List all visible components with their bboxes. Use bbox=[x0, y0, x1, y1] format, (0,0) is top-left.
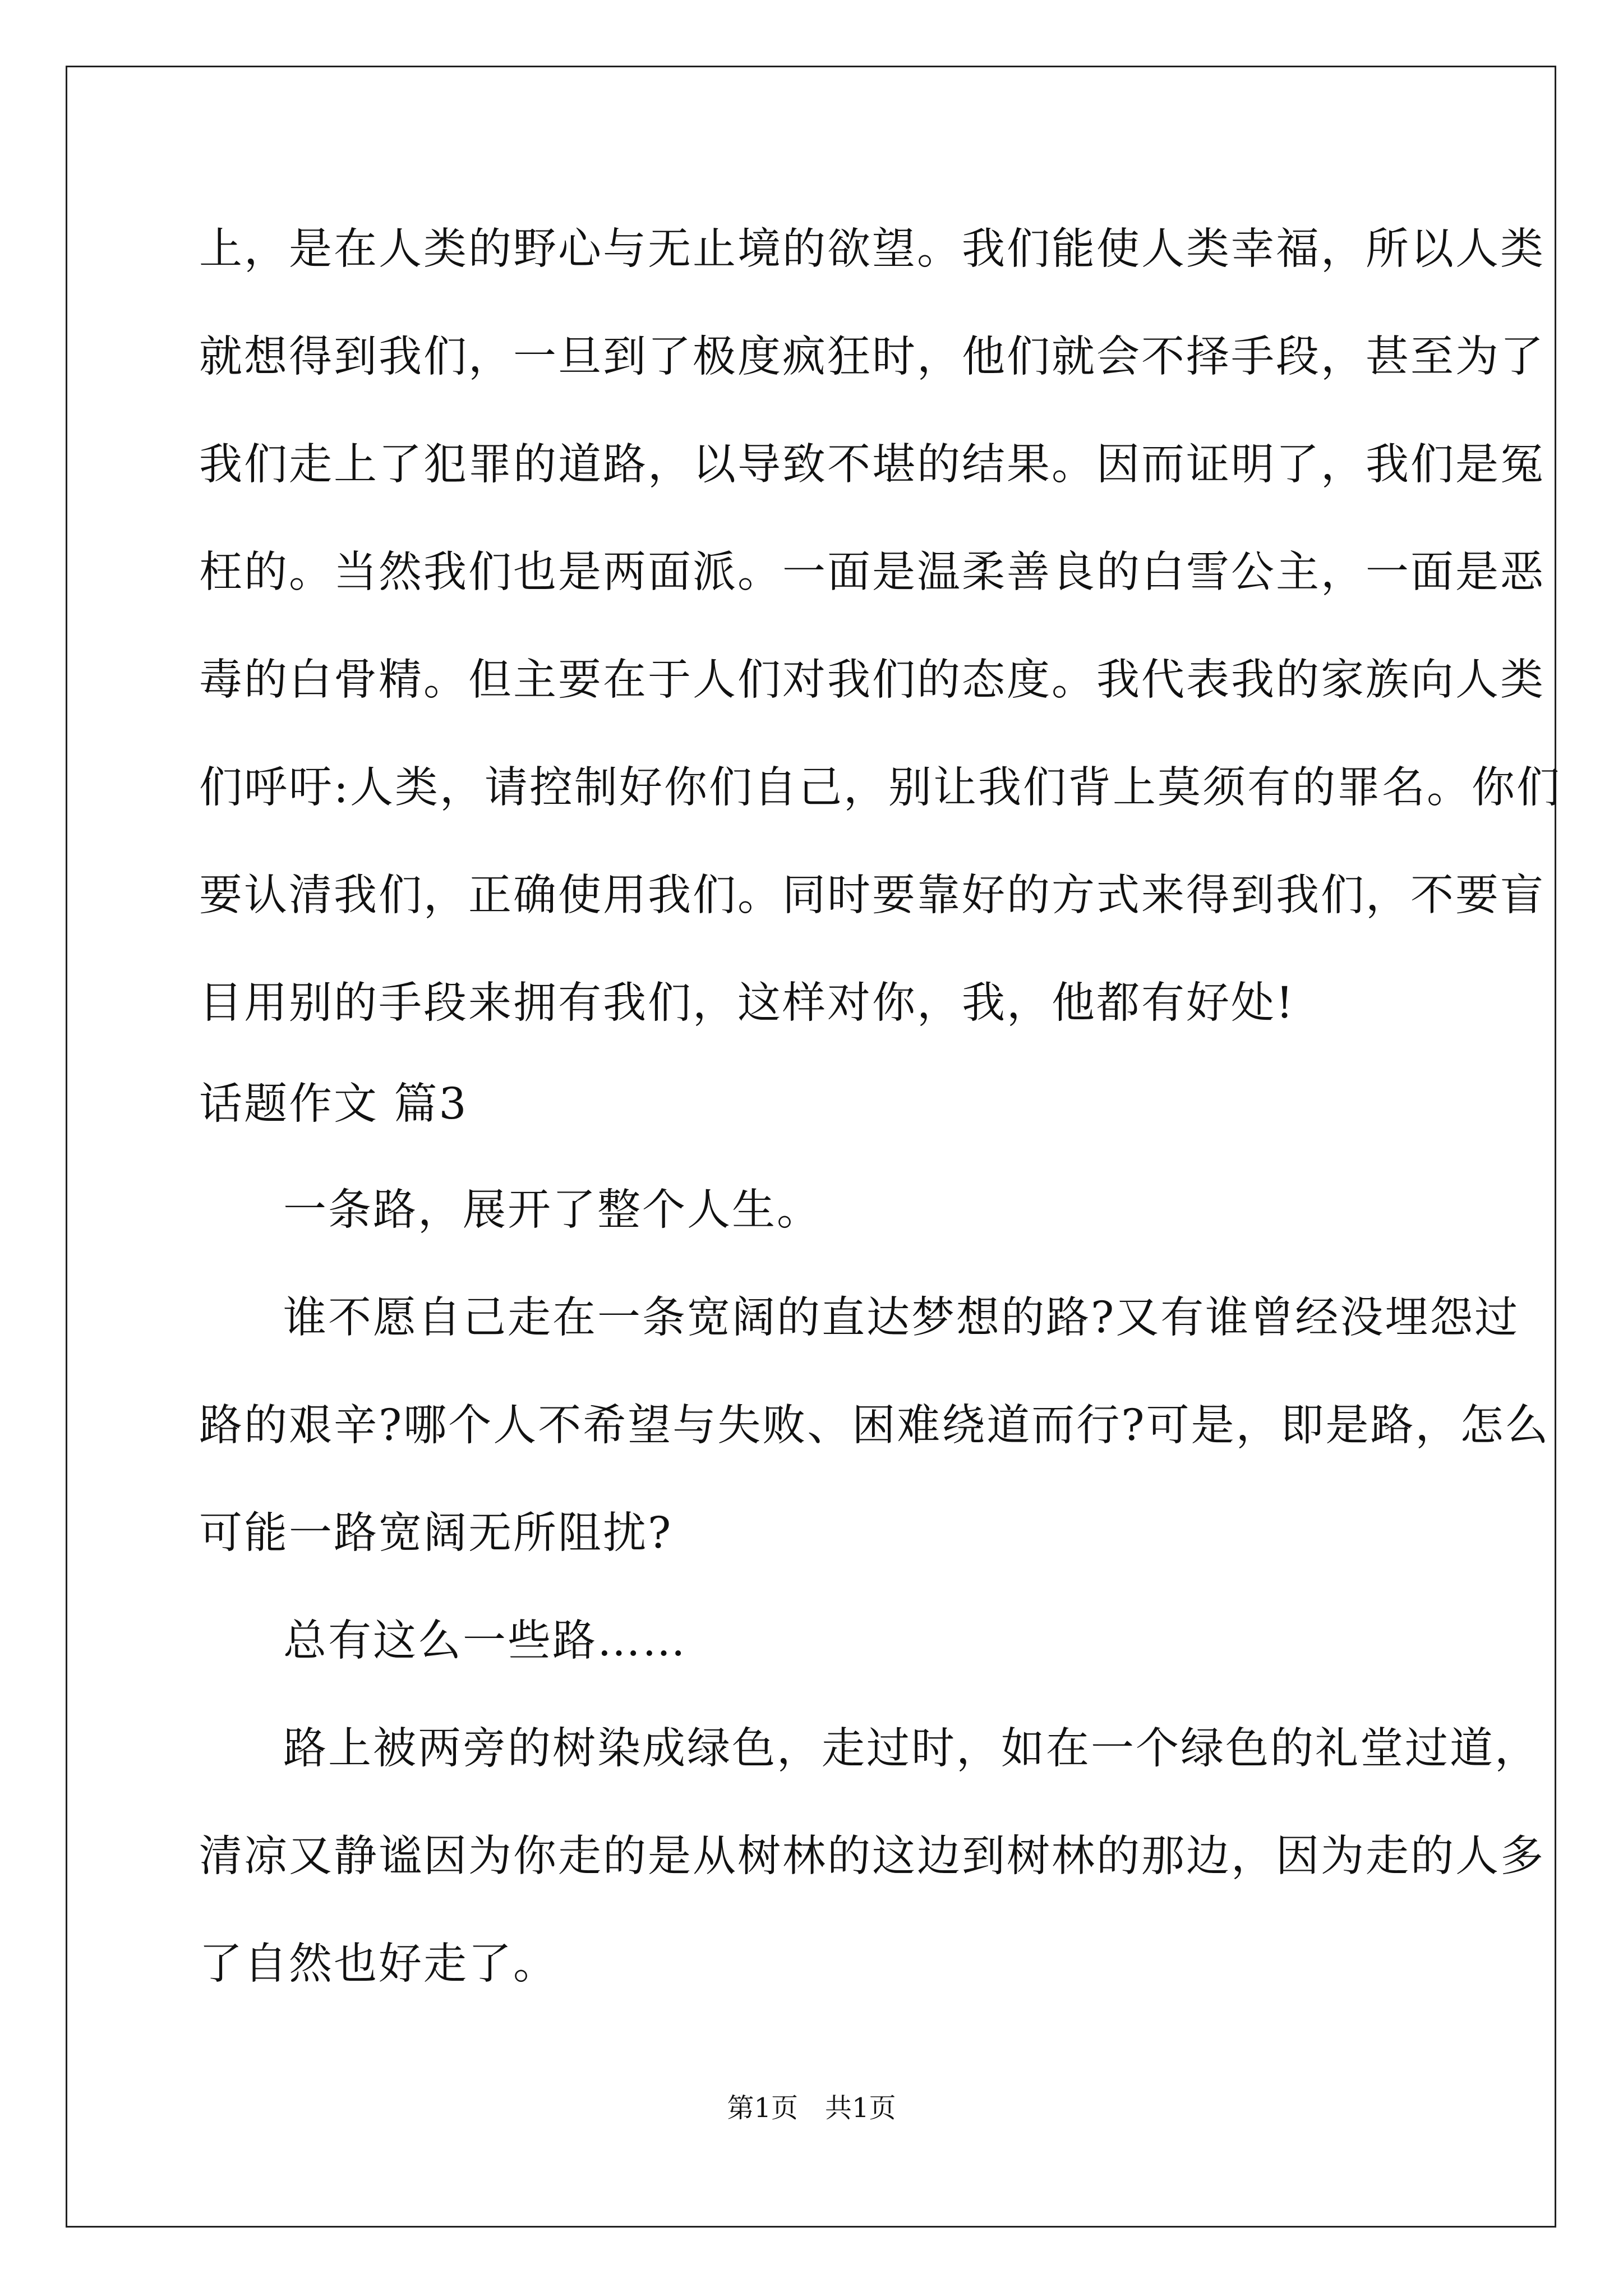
text-line: 了自然也好走了。 bbox=[199, 1939, 558, 1989]
text-line: 就想得到我们，一旦到了极度疯狂时，他们就会不择手段，甚至为了 bbox=[199, 332, 1545, 382]
paragraph-opening: 一条路，展开了整个人生。 bbox=[283, 1185, 822, 1235]
text-line: 谁不愿自己走在一条宽阔的直达梦想的路?又有谁曾经没埋怨过 bbox=[283, 1293, 1520, 1343]
text-line: 要认清我们，正确使用我们。同时要靠好的方式来得到我们，不要盲 bbox=[199, 871, 1545, 921]
section-heading: 话题作文 篇3 bbox=[199, 1079, 468, 1129]
text-line: 目用别的手段来拥有我们，这样对你，我，他都有好处! bbox=[199, 978, 1295, 1028]
text-line: 上，是在人类的野心与无止境的欲望。我们能使人类幸福，所以人类 bbox=[199, 224, 1545, 274]
text-line: 可能一路宽阔无所阻扰? bbox=[199, 1508, 673, 1558]
page-number-footer: 第1页 共1页 bbox=[727, 2092, 896, 2124]
text-line: 路上被两旁的树染成绿色，走过时，如在一个绿色的礼堂过道， bbox=[283, 1724, 1539, 1774]
text-line: 我们走上了犯罪的道路，以导致不堪的结果。因而证明了，我们是冤 bbox=[199, 440, 1545, 490]
text-line: 清凉又静谧因为你走的是从树林的这边到树林的那边，因为走的人多 bbox=[199, 1832, 1545, 1881]
text-line: 毒的白骨精。但主要在于人们对我们的态度。我代表我的家族向人类 bbox=[199, 655, 1545, 705]
text-line: 枉的。当然我们也是两面派。一面是温柔善良的白雪公主，一面是恶 bbox=[199, 547, 1545, 597]
text-line: 们呼吁:人类，请控制好你们自己，别让我们背上莫须有的罪名。你们 bbox=[199, 763, 1561, 813]
text-line: 路的艰辛?哪个人不希望与失败、困难绕道而行?可是，即是路，怎么 bbox=[199, 1401, 1550, 1451]
text-line: 总有这么一些路…… bbox=[283, 1616, 687, 1666]
